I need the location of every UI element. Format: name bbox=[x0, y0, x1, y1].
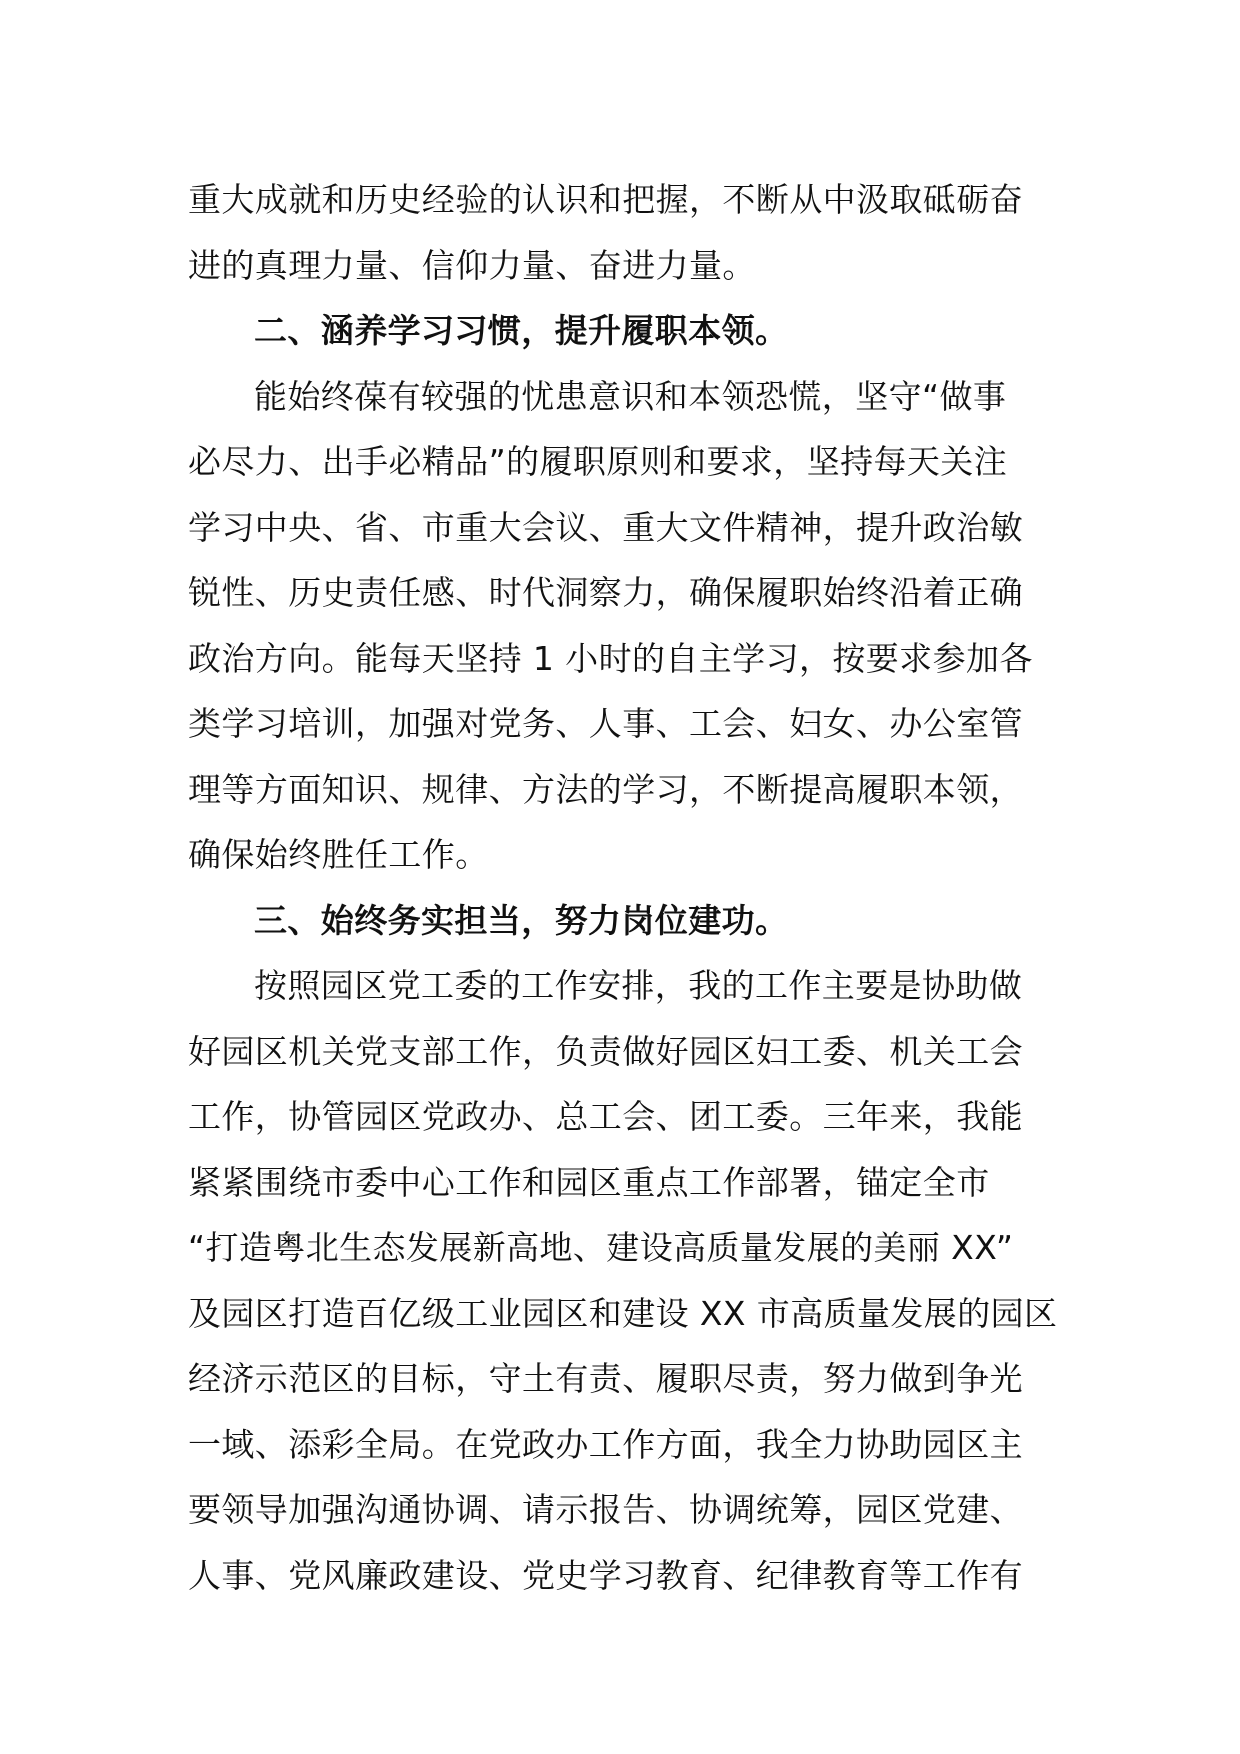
text-line: 能始终葆有较强的忧患意识和本领恐慌，坚守“做事 bbox=[254, 376, 1007, 416]
text-line: 学习中央、省、市重大会议、重大文件精神，提升政治敏 bbox=[188, 507, 1023, 547]
text-line: 政治方向。能每天坚持 1 小时的自主学习，按要求参加各 bbox=[188, 638, 1033, 678]
text-line: 必尽力、出手必精品”的履职原则和要求，坚持每天关注 bbox=[188, 442, 1008, 481]
text-line: 工作，协管园区党政办、总工会、团工委。三年来，我能 bbox=[188, 1097, 1023, 1136]
text-line: 紧紧围绕市委中心工作和园区重点工作部署，锚定全市 bbox=[188, 1162, 990, 1202]
text-line: 确保始终胜任工作。 bbox=[188, 835, 489, 874]
text-line: 人事、党风廉政建设、党史学习教育、纪律教育等工作有 bbox=[188, 1555, 1023, 1595]
text-line: 按照园区党工委的工作安排，我的工作主要是协助做 bbox=[254, 966, 1023, 1005]
document-body bbox=[188, 167, 1060, 1608]
text-line: 锐性、历史责任感、时代洞察力，确保履职始终沿着正确 bbox=[188, 573, 1023, 612]
text-line: 及园区打造百亿级工业园区和建设 XX 市高质量发展的园区 bbox=[188, 1293, 1058, 1333]
section-heading: 三、始终务实担当，努力岗位建功。 bbox=[254, 900, 789, 940]
text-line: 经济示范区的目标，守土有责、履职尽责，努力做到争光 bbox=[188, 1359, 1023, 1398]
text-line: 进的真理力量、信仰力量、奋进力量。 bbox=[188, 245, 756, 285]
text-line: 一域、添彩全局。在党政办工作方面，我全力协助园区主 bbox=[188, 1424, 1023, 1464]
text-line: 要领导加强沟通协调、请示报告、协调统筹，园区党建、 bbox=[188, 1490, 1023, 1529]
text-line: “打造粤北生态发展新高地、建设高质量发展的美丽 XX” bbox=[188, 1228, 1014, 1267]
text-line: 重大成就和历史经验的认识和把握，不断从中汲取砥砺奋 bbox=[188, 180, 1023, 219]
text-line: 好园区机关党支部工作，负责做好园区妇工委、机关工会 bbox=[188, 1031, 1023, 1071]
section-heading: 二、涵养学习习惯，提升履职本领。 bbox=[254, 311, 789, 350]
text-line: 理等方面知识、规律、方法的学习，不断提高履职本领， bbox=[188, 769, 1023, 809]
text-line: 类学习培训，加强对党务、人事、工会、妇女、办公室管 bbox=[188, 704, 1023, 743]
